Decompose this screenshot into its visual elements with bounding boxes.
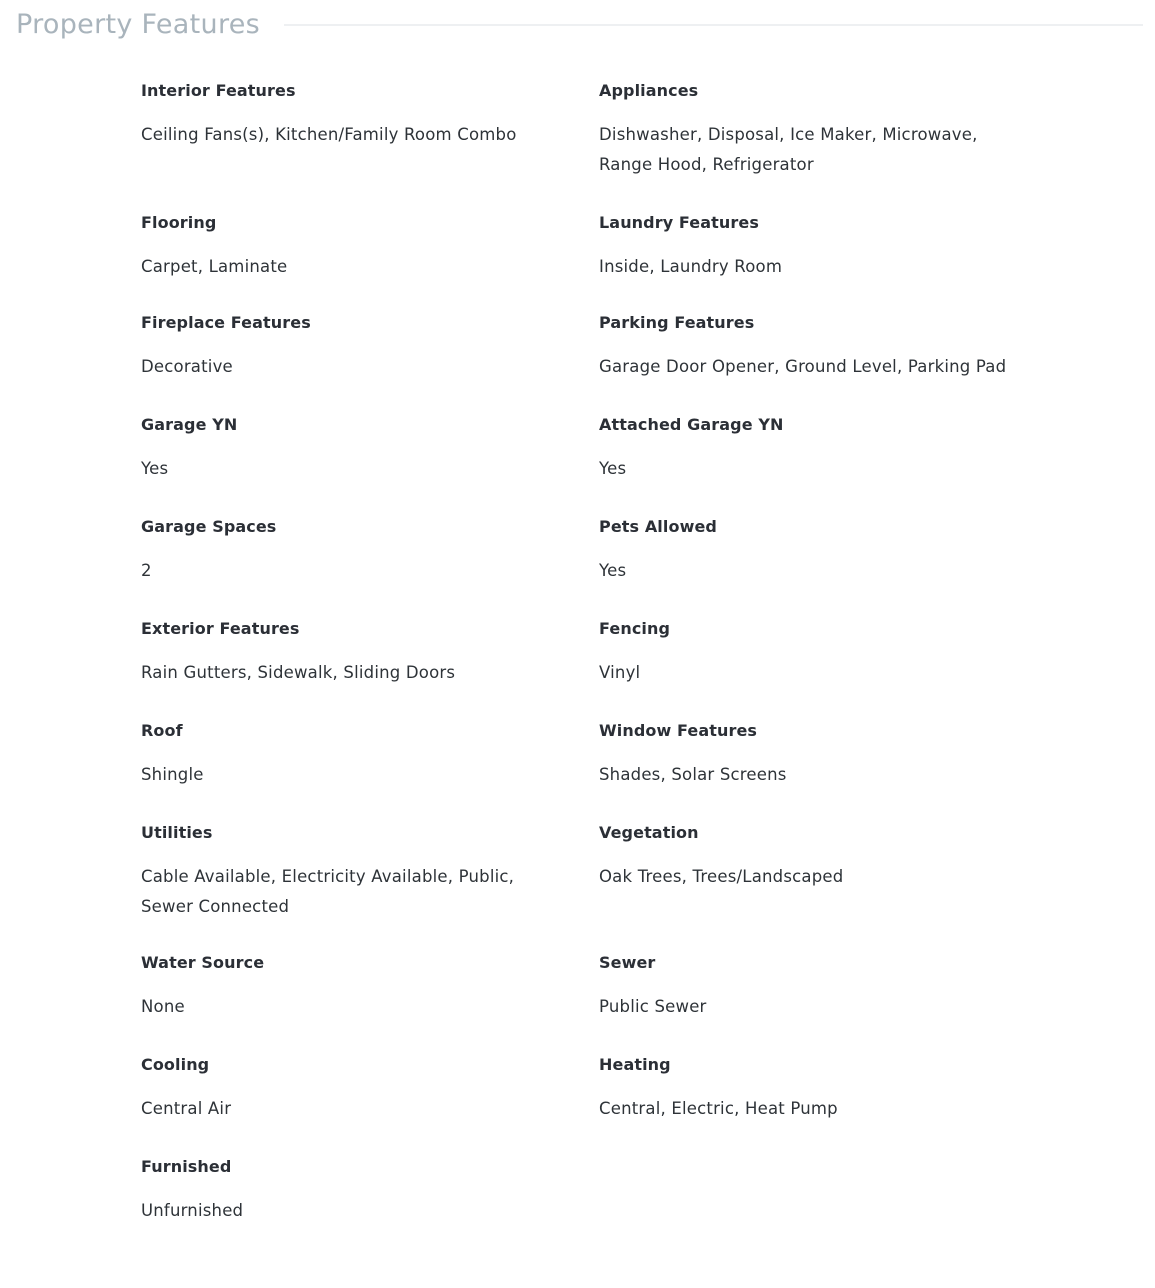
feature-flooring	[141, 212, 541, 282]
feature-value: Carpet, Laminate	[141, 257, 288, 276]
feature-garage-spaces	[141, 516, 541, 586]
section-divider	[284, 24, 1143, 26]
feature-value: 2	[141, 561, 152, 580]
feature-label: Interior Features	[141, 81, 296, 100]
feature-utilities	[141, 822, 531, 922]
feature-garage-yn	[141, 414, 541, 484]
feature-label: Pets Allowed	[599, 517, 717, 536]
section-header	[16, 6, 1143, 46]
feature-label: Furnished	[141, 1157, 232, 1176]
feature-value: Oak Trees, Trees/Landscaped	[599, 867, 844, 886]
feature-appliances	[599, 80, 989, 180]
feature-value: Shades, Solar Screens	[599, 765, 787, 784]
feature-label: Utilities	[141, 823, 213, 842]
feature-label: Water Source	[141, 953, 265, 972]
feature-interior-features	[141, 80, 541, 150]
feature-value: Vinyl	[599, 663, 641, 682]
feature-value: Yes	[141, 459, 169, 478]
feature-label: Attached Garage YN	[599, 415, 784, 434]
feature-fireplace-features	[141, 312, 541, 382]
feature-label: Garage YN	[141, 415, 238, 434]
feature-cooling	[141, 1054, 541, 1124]
feature-value: Cable Available, Electricity Available, Public, Sewer Connected	[141, 867, 515, 916]
feature-label: Vegetation	[599, 823, 699, 842]
section-title: Property Features	[16, 9, 261, 40]
feature-label: Appliances	[599, 81, 699, 100]
feature-value: Public Sewer	[599, 997, 707, 1016]
feature-value: Inside, Laundry Room	[599, 257, 783, 276]
feature-value: None	[141, 997, 185, 1016]
feature-heating	[599, 1054, 1029, 1124]
feature-value: Yes	[599, 561, 627, 580]
feature-label: Laundry Features	[599, 213, 759, 232]
feature-pets-allowed	[599, 516, 1029, 586]
feature-label: Parking Features	[599, 313, 755, 332]
feature-value: Unfurnished	[141, 1201, 244, 1220]
feature-vegetation	[599, 822, 1029, 892]
feature-fencing	[599, 618, 1029, 688]
feature-laundry-features	[599, 212, 1029, 282]
feature-attached-garage-yn	[599, 414, 1029, 484]
feature-water-source	[141, 952, 541, 1022]
feature-label: Roof	[141, 721, 183, 740]
feature-value: Rain Gutters, Sidewalk, Sliding Doors	[141, 663, 456, 682]
feature-label: Garage Spaces	[141, 517, 277, 536]
feature-label: Exterior Features	[141, 619, 300, 638]
feature-value: Ceiling Fans(s), Kitchen/Family Room Combo	[141, 125, 517, 144]
feature-value: Central, Electric, Heat Pump	[599, 1099, 838, 1118]
feature-value: Yes	[599, 459, 627, 478]
feature-exterior-features	[141, 618, 541, 688]
feature-value: Central Air	[141, 1099, 232, 1118]
feature-label: Cooling	[141, 1055, 210, 1074]
feature-window-features	[599, 720, 1029, 790]
feature-parking-features	[599, 312, 1059, 382]
feature-label: Heating	[599, 1055, 671, 1074]
feature-value: Decorative	[141, 357, 233, 376]
feature-label: Fireplace Features	[141, 313, 311, 332]
feature-label: Sewer	[599, 953, 656, 972]
feature-furnished	[141, 1156, 541, 1226]
feature-value: Shingle	[141, 765, 204, 784]
feature-value: Dishwasher, Disposal, Ice Maker, Microwave, Range Hood, Refrigerator	[599, 125, 978, 174]
feature-label: Flooring	[141, 213, 217, 232]
feature-label: Fencing	[599, 619, 671, 638]
feature-sewer	[599, 952, 1029, 1022]
feature-label: Window Features	[599, 721, 758, 740]
feature-roof	[141, 720, 541, 790]
feature-value: Garage Door Opener, Ground Level, Parking Pad	[599, 357, 1007, 376]
